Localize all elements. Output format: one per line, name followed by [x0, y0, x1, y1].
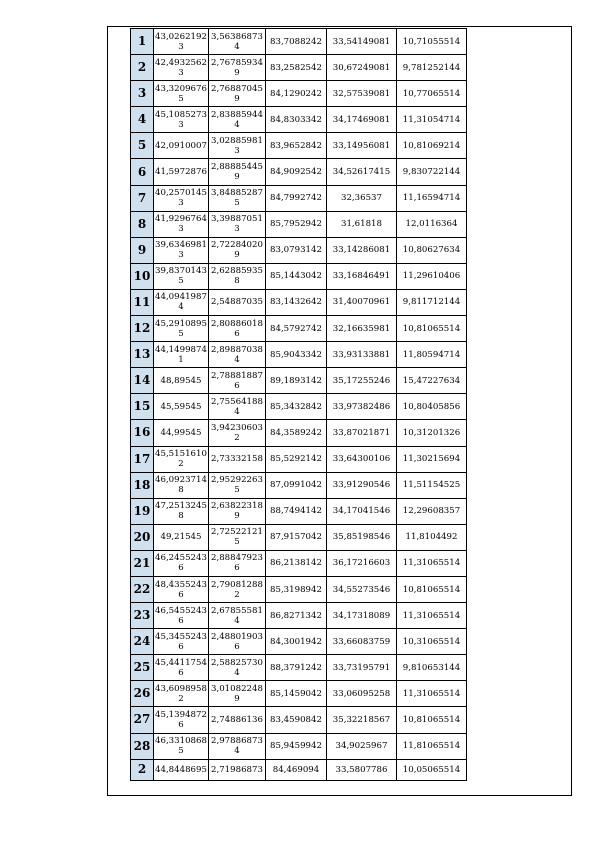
col-b-value: 2,678555814: [209, 603, 266, 629]
row-index: 16: [131, 420, 154, 446]
col-c-value: 84,1290242: [266, 81, 327, 107]
col-c-value: 83,7088242: [266, 29, 327, 55]
col-c-value: 84,8303342: [266, 107, 327, 133]
col-c-value: 86,8271342: [266, 603, 327, 629]
col-e-value: 9,810653144: [397, 655, 467, 681]
table-body: [131, 29, 467, 781]
col-d-value: 33,73195791: [327, 655, 397, 681]
table-row: [131, 629, 467, 655]
row-index: 7: [131, 185, 154, 211]
table-row: [131, 394, 467, 420]
table-row: [131, 342, 467, 368]
table-row: [131, 211, 467, 237]
col-a-value: 46,54552436: [154, 603, 209, 629]
col-c-value: 83,9652842: [266, 133, 327, 159]
col-e-value: 11,81065514: [397, 733, 467, 759]
table-row: [131, 107, 467, 133]
col-d-value: 34,52617415: [327, 159, 397, 185]
col-a-value: 42,0910007: [154, 133, 209, 159]
col-b-value: 2,54887035: [209, 289, 266, 315]
col-b-value: 2,978868734: [209, 733, 266, 759]
col-c-value: 83,1432642: [266, 289, 327, 315]
col-e-value: 10,05065514: [397, 759, 467, 780]
col-b-value: 3,563868734: [209, 29, 266, 55]
col-e-value: 9,830722144: [397, 159, 467, 185]
table-row: [131, 759, 467, 780]
col-c-value: 85,3198942: [266, 576, 327, 602]
col-a-value: 43,02621923: [154, 29, 209, 55]
col-c-value: 84,5792742: [266, 316, 327, 342]
col-a-value: 41,5972876: [154, 159, 209, 185]
table-row: [131, 576, 467, 602]
row-index: 25: [131, 655, 154, 681]
col-e-value: 12,0116364: [397, 211, 467, 237]
col-c-value: 83,4590842: [266, 707, 327, 733]
table-row: [131, 263, 467, 289]
col-e-value: 10,71055514: [397, 29, 467, 55]
col-a-value: 45,59545: [154, 394, 209, 420]
table-row: [131, 81, 467, 107]
col-a-value: 39,83701435: [154, 263, 209, 289]
col-a-value: 45,29108955: [154, 316, 209, 342]
col-a-value: 44,09419874: [154, 289, 209, 315]
col-e-value: 11,31065514: [397, 603, 467, 629]
col-d-value: 33,87021871: [327, 420, 397, 446]
table-row: [131, 681, 467, 707]
row-index: 28: [131, 733, 154, 759]
col-e-value: 10,31201326: [397, 420, 467, 446]
table-row: [131, 316, 467, 342]
col-a-value: 44,8448695: [154, 759, 209, 780]
col-e-value: 9,781252144: [397, 55, 467, 81]
col-c-value: 84,3001942: [266, 629, 327, 655]
col-e-value: 9,811712144: [397, 289, 467, 315]
table-row: [131, 446, 467, 472]
col-d-value: 35,17255246: [327, 368, 397, 394]
col-e-value: 10,81069214: [397, 133, 467, 159]
col-c-value: 84,9092542: [266, 159, 327, 185]
col-a-value: 44,99545: [154, 420, 209, 446]
row-index: 18: [131, 472, 154, 498]
row-index: 17: [131, 446, 154, 472]
col-c-value: 88,7494142: [266, 498, 327, 524]
row-index: 5: [131, 133, 154, 159]
col-e-value: 11,80594714: [397, 342, 467, 368]
col-c-value: 86,2138142: [266, 550, 327, 576]
col-e-value: 11,29610406: [397, 263, 467, 289]
col-c-value: 89,1893142: [266, 368, 327, 394]
col-d-value: 33,5807786: [327, 759, 397, 780]
col-c-value: 88,3791242: [266, 655, 327, 681]
row-index: 21: [131, 550, 154, 576]
row-index: 14: [131, 368, 154, 394]
table-row: [131, 29, 467, 55]
table-row: [131, 655, 467, 681]
col-a-value: 47,25132458: [154, 498, 209, 524]
row-index: 19: [131, 498, 154, 524]
row-index: 10: [131, 263, 154, 289]
col-c-value: 84,7992742: [266, 185, 327, 211]
col-b-value: 2,488019036: [209, 629, 266, 655]
col-a-value: 45,10852733: [154, 107, 209, 133]
col-d-value: 34,17318089: [327, 603, 397, 629]
col-a-value: 43,32096765: [154, 81, 209, 107]
row-index: 27: [131, 707, 154, 733]
col-d-value: 35,32218567: [327, 707, 397, 733]
col-b-value: 2,638223189: [209, 498, 266, 524]
col-d-value: 36,17216603: [327, 550, 397, 576]
data-table: [130, 28, 467, 781]
row-index: 4: [131, 107, 154, 133]
col-b-value: 2,722840209: [209, 237, 266, 263]
row-index: 22: [131, 576, 154, 602]
col-c-value: 84,3589242: [266, 420, 327, 446]
col-a-value: 48,43552436: [154, 576, 209, 602]
col-b-value: 3,028859813: [209, 133, 266, 159]
col-a-value: 41,92967643: [154, 211, 209, 237]
table-row: [131, 237, 467, 263]
col-b-value: 2,71986873: [209, 759, 266, 780]
col-d-value: 33,54149081: [327, 29, 397, 55]
table-row: [131, 550, 467, 576]
table-row: [131, 707, 467, 733]
col-b-value: 3,010822489: [209, 681, 266, 707]
row-index: 6: [131, 159, 154, 185]
col-b-value: 2,790812882: [209, 576, 266, 602]
table-row: [131, 55, 467, 81]
col-a-value: 49,21545: [154, 524, 209, 550]
row-index: 20: [131, 524, 154, 550]
col-c-value: 84,469094: [266, 759, 327, 780]
col-e-value: 12,29608357: [397, 498, 467, 524]
col-e-value: 11,51154525: [397, 472, 467, 498]
row-index: 1: [131, 29, 154, 55]
col-b-value: 2,74886136: [209, 707, 266, 733]
col-d-value: 34,17469081: [327, 107, 397, 133]
col-d-value: 33,66083759: [327, 629, 397, 655]
table-row: [131, 472, 467, 498]
col-d-value: 32,16635981: [327, 316, 397, 342]
table-row: [131, 159, 467, 185]
col-b-value: 3,942306032: [209, 420, 266, 446]
row-index: 8: [131, 211, 154, 237]
row-index: 2: [131, 759, 154, 780]
col-c-value: 87,9157042: [266, 524, 327, 550]
col-e-value: 10,81065514: [397, 707, 467, 733]
col-c-value: 85,7952942: [266, 211, 327, 237]
col-c-value: 85,1459042: [266, 681, 327, 707]
table-row: [131, 524, 467, 550]
col-e-value: 10,81065514: [397, 316, 467, 342]
col-d-value: 34,55273546: [327, 576, 397, 602]
table-row: [131, 498, 467, 524]
col-c-value: 85,5292142: [266, 446, 327, 472]
col-c-value: 85,9459942: [266, 733, 327, 759]
table-row: [131, 185, 467, 211]
col-b-value: 2,838859444: [209, 107, 266, 133]
col-a-value: 39,63469813: [154, 237, 209, 263]
row-index: 24: [131, 629, 154, 655]
col-a-value: 44,14998741: [154, 342, 209, 368]
col-e-value: 10,31065514: [397, 629, 467, 655]
col-a-value: 46,33108685: [154, 733, 209, 759]
row-index: 11: [131, 289, 154, 315]
col-e-value: 10,80405856: [397, 394, 467, 420]
row-index: 26: [131, 681, 154, 707]
col-b-value: 2,767859349: [209, 55, 266, 81]
row-index: 3: [131, 81, 154, 107]
table-row: [131, 420, 467, 446]
col-d-value: 31,61818: [327, 211, 397, 237]
col-c-value: 85,3432842: [266, 394, 327, 420]
col-d-value: 33,93133881: [327, 342, 397, 368]
col-d-value: 34,9025967: [327, 733, 397, 759]
col-d-value: 33,64300106: [327, 446, 397, 472]
col-d-value: 33,91290546: [327, 472, 397, 498]
row-index: 23: [131, 603, 154, 629]
col-c-value: 87,0991042: [266, 472, 327, 498]
col-d-value: 32,57539081: [327, 81, 397, 107]
col-a-value: 43,60989582: [154, 681, 209, 707]
col-b-value: 2,755641884: [209, 394, 266, 420]
col-a-value: 45,51516102: [154, 446, 209, 472]
col-a-value: 48,89545: [154, 368, 209, 394]
table-row: [131, 603, 467, 629]
col-c-value: 85,1443042: [266, 263, 327, 289]
col-e-value: 15,47227634: [397, 368, 467, 394]
col-d-value: 33,16846491: [327, 263, 397, 289]
row-index: 15: [131, 394, 154, 420]
col-a-value: 46,09237148: [154, 472, 209, 498]
table-row: [131, 733, 467, 759]
col-d-value: 33,14286081: [327, 237, 397, 263]
col-a-value: 42,49325623: [154, 55, 209, 81]
col-b-value: 2,888479236: [209, 550, 266, 576]
row-index: 12: [131, 316, 154, 342]
col-d-value: 34,17041546: [327, 498, 397, 524]
col-b-value: 2,628859358: [209, 263, 266, 289]
col-d-value: 33,06095258: [327, 681, 397, 707]
col-c-value: 83,2582542: [266, 55, 327, 81]
col-d-value: 33,14956081: [327, 133, 397, 159]
col-e-value: 10,77065514: [397, 81, 467, 107]
table-row: [131, 289, 467, 315]
col-a-value: 45,34552436: [154, 629, 209, 655]
col-e-value: 11,31054714: [397, 107, 467, 133]
col-a-value: 40,25701453: [154, 185, 209, 211]
row-index: 9: [131, 237, 154, 263]
col-b-value: 2,888854459: [209, 159, 266, 185]
col-e-value: 11,31065514: [397, 550, 467, 576]
col-a-value: 45,44117546: [154, 655, 209, 681]
table-row: [131, 368, 467, 394]
col-d-value: 35,85198546: [327, 524, 397, 550]
col-d-value: 31,40070961: [327, 289, 397, 315]
row-index: 13: [131, 342, 154, 368]
col-b-value: 2,768870459: [209, 81, 266, 107]
col-b-value: 2,952922635: [209, 472, 266, 498]
col-b-value: 2,725221215: [209, 524, 266, 550]
col-a-value: 46,24552436: [154, 550, 209, 576]
col-e-value: 11,16594714: [397, 185, 467, 211]
col-e-value: 11,8104492: [397, 524, 467, 550]
col-d-value: 33,97382486: [327, 394, 397, 420]
col-b-value: 2,588257304: [209, 655, 266, 681]
col-b-value: 2,898870384: [209, 342, 266, 368]
col-c-value: 83,0793142: [266, 237, 327, 263]
col-b-value: 3,848852875: [209, 185, 266, 211]
row-index: 2: [131, 55, 154, 81]
col-c-value: 85,9043342: [266, 342, 327, 368]
col-e-value: 10,80627634: [397, 237, 467, 263]
col-b-value: 2,808860186: [209, 316, 266, 342]
col-e-value: 11,31065514: [397, 681, 467, 707]
col-d-value: 30,67249081: [327, 55, 397, 81]
col-e-value: 10,81065514: [397, 576, 467, 602]
col-e-value: 11,30215694: [397, 446, 467, 472]
table-row: [131, 133, 467, 159]
col-b-value: 2,73332158: [209, 446, 266, 472]
col-d-value: 32,36537: [327, 185, 397, 211]
col-b-value: 3,398870513: [209, 211, 266, 237]
col-a-value: 45,13948726: [154, 707, 209, 733]
col-b-value: 2,788818876: [209, 368, 266, 394]
